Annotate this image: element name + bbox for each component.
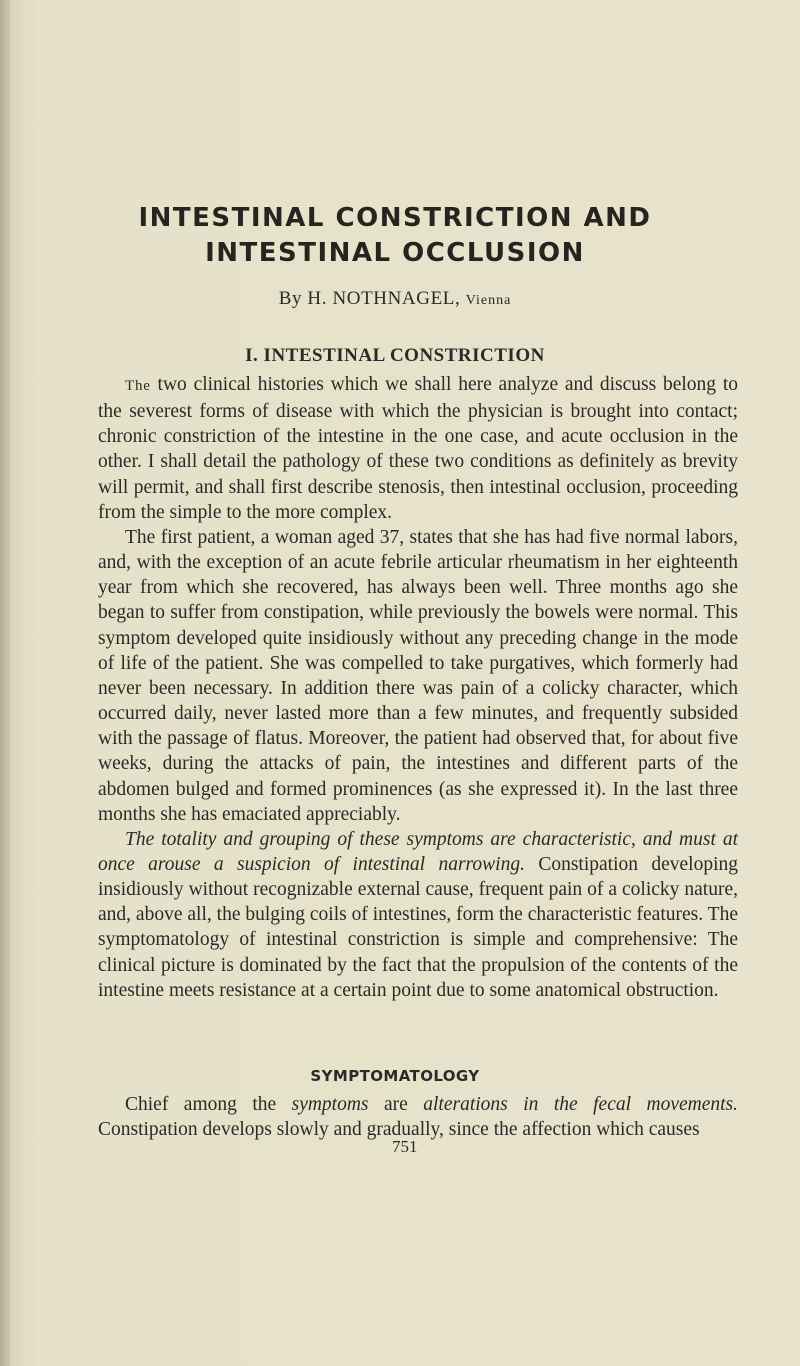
symptomatology-paragraph	[98, 1092, 738, 1142]
paragraph-2: The first patient, a woman aged 37, states that she has had five normal labors, and, with the exception of an acute febrile articular rheumatism in her eighteenth year from which she recovered, has always been well. Three months ago she began to suffer from constipation, while previously the bowels were normal. This symptom developed quite insidiously without any preceding change in the mode of life of the patient. She was compelled to take purgatives, which formerly had never been necessary. In addition there was pain of a colicky character, which occurred daily, never lasted more than a few minutes, and frequently subsided with the passage of flatus. Moreover, the patient had observed that, for about five weeks, during the attacks of pain, the intestines and different parts of the abdomen bulged and formed prominences (as she expressed it). In the last three months she has emaciated appreciably.	[98, 526, 738, 825]
byline-prefix: By	[278, 288, 303, 309]
article-title-line-1: INTESTINAL CONSTRICTION AND	[138, 203, 652, 233]
author-location: Vienna	[465, 293, 512, 308]
paragraph-3	[98, 827, 738, 1003]
paragraph-1	[98, 372, 738, 525]
binding-shadow	[0, 0, 10, 1366]
italic-run: symptoms	[291, 1094, 369, 1115]
article-title-line-2: INTESTINAL OCCLUSION	[205, 238, 585, 268]
italic-run: alterations in the fecal movements.	[423, 1094, 739, 1115]
paragraph-3-italic: The totality and grouping of these symptoms are characteristic, and must at once arouse a suspicion of intestinal narrowing.	[98, 828, 738, 875]
text-run: Chief among the	[125, 1094, 292, 1115]
section-heading: I. INTESTINAL CONSTRICTION	[245, 345, 545, 366]
symptomatology-heading: SYMPTOMATOLOGY	[310, 1067, 480, 1085]
paragraph-1-text: two clinical histories which we shall here analyze and discuss belong to the severest forms of disease with which the physician is brought into contact; chronic constriction of the intestine in the one case, and acute occlusion in the other. I shall detail the pathology of these two conditions as definitely as brevity will permit, and shall first describe stenosis, then intestinal occlusion, proceeding from the simple to the more complex.	[98, 374, 738, 523]
paragraph-3-text: Constipation developing insidiously without recognizable external cause, frequent pain of a colicky nature, and, above all, the bulging coils of intestines, form the characteristic features. The symptomatology of intestinal constriction is simple and comprehensive: The clinical picture is dominated by the fact that the propulsion of the contents of the intestine meets resistance at a certain point due to some anatomical obstruction.	[98, 853, 738, 1001]
section-body	[98, 372, 738, 1003]
author-name: H. NOTHNAGEL,	[307, 288, 461, 309]
author-byline	[90, 288, 700, 310]
text-run: are	[368, 1094, 424, 1115]
page-number: 751	[392, 1137, 418, 1156]
paragraph-1-first-word: The	[125, 378, 151, 394]
symptomatology-body	[98, 1092, 738, 1142]
text-run: Constipation develops slowly and gradually, since the affection which causes	[98, 1119, 700, 1140]
